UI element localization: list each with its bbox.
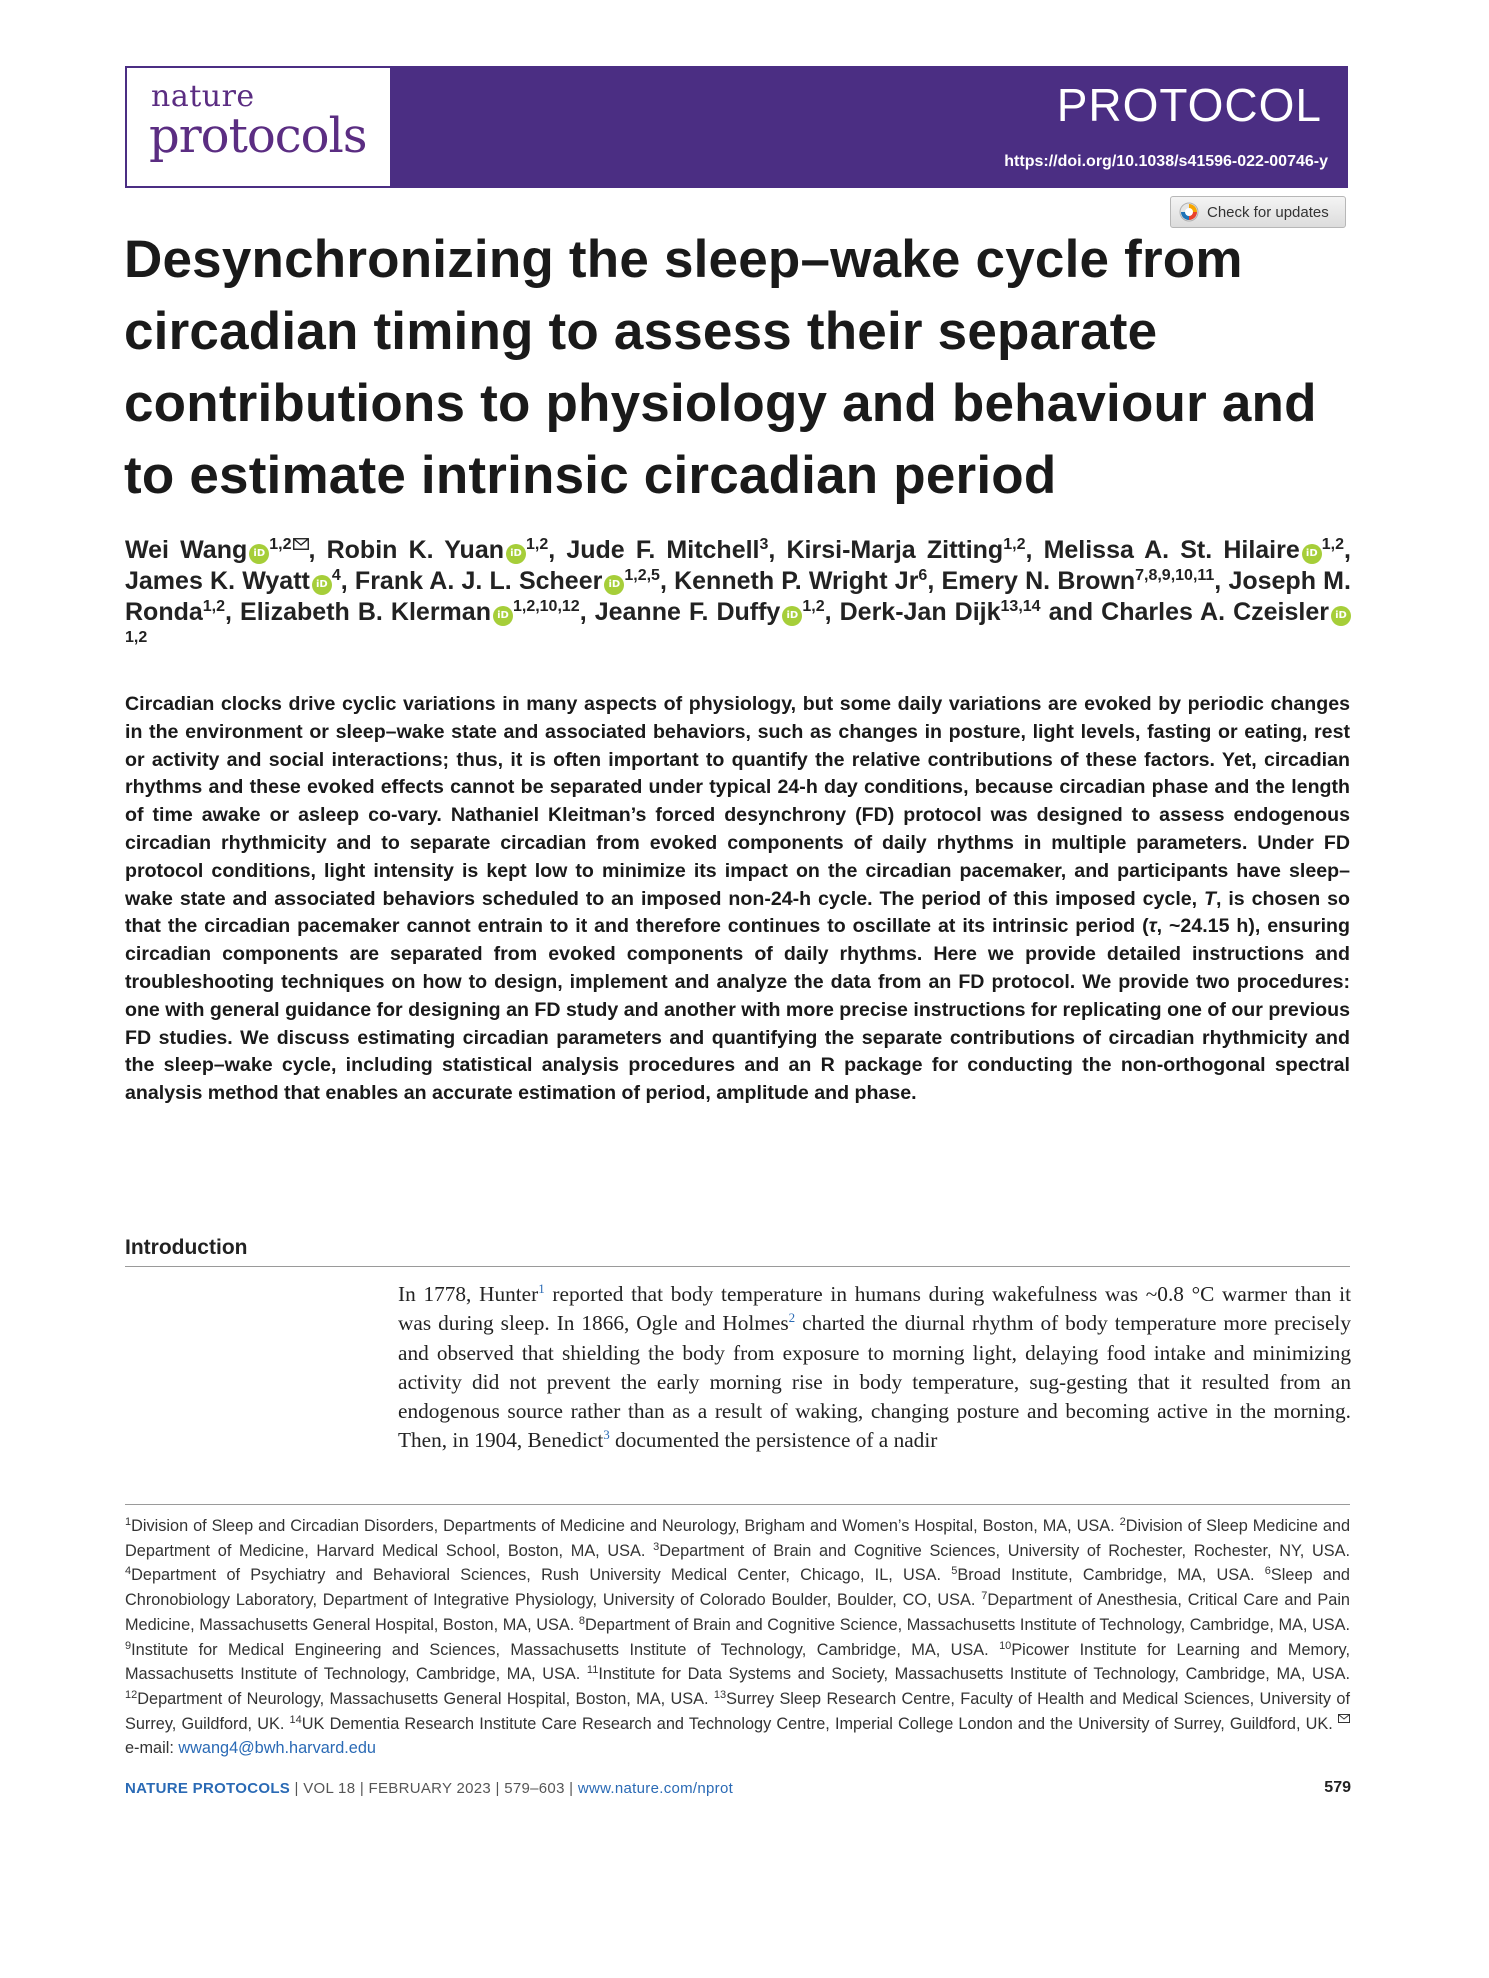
author-affiliation-marker: 1,2,10,12 [512, 598, 580, 615]
author-name[interactable]: Joseph M. Ronda [125, 567, 1351, 626]
affiliation-number: 1 [125, 1516, 132, 1528]
author-name[interactable]: Jude F. Mitchell [566, 536, 760, 564]
author-name[interactable]: James K. Wyatt [125, 567, 310, 595]
header-banner [392, 66, 1348, 188]
introduction-paragraph: In 1778, Hunter$^1$ reported that body temperature in humans during wakefulness was ~0.8 °C warmer than it was during sleep. In 1866, Ogle and Holmes$^2$ charted the diurnal rhythm of body temperature more precisely and observed that shielding the body from exposure to morning light, delaying food intake and minimizing activity did not prevent the early morning rise in body temperature, sug-gesting that it resulted from an endogenous source rather than as a result of waking, changing posture and becoming active in the morning. Then, in 1904, Benedict$^3$ documented the persistence of a nadir [398, 1281, 1351, 1453]
author-affiliation-marker: 6 [918, 567, 928, 584]
author-name[interactable]: Kenneth P. Wright Jr [674, 567, 919, 595]
affiliation-number: 7 [981, 1590, 988, 1603]
author-name[interactable]: Elizabeth B. Klerman [240, 598, 491, 626]
affiliation-number: 13 [713, 1688, 727, 1701]
footer-journal-link[interactable]: www.nature.com/nprot [577, 1780, 734, 1797]
symbol-T: T [1204, 887, 1216, 910]
affiliations-divider [125, 1504, 1350, 1505]
article-title: Desynchronizing the sleep–wake cycle from circadian timing to assess their separate contributions to physiology and behaviour and to estimate intrinsic circadian period [124, 230, 1317, 505]
author-name[interactable]: Wei Wang [125, 536, 248, 564]
affiliation-text: Department of Neurology, Massachusetts General Hospital, Boston, MA, USA. [137, 1689, 714, 1708]
check-updates-icon [1179, 202, 1199, 222]
author-affiliation-marker: 3 [759, 536, 769, 553]
orcid-icon[interactable]: iD [312, 575, 332, 595]
affiliation-number: 14 [289, 1713, 302, 1726]
affiliation-text: Department of Anesthesia, Critical Care and Pain Medicine, Massachusetts General Hospital, Boston, MA, USA. [125, 1591, 1350, 1634]
affiliation-text: UK Dementia Research Institute Care Research and Technology Centre, Imperial College London and the University of Surrey, Guildford, UK. [301, 1714, 1338, 1733]
page-footer: NATURE PROTOCOLS | VOL 18 | FEBRUARY 2023 | 579–603 | www.nature.com/nprot [125, 1780, 734, 1797]
affiliation-text: Institute for Data Systems and Society, Massachusetts Institute of Technology, Cambridge, MA, USA. [598, 1665, 1350, 1684]
author-affiliation-marker: 1,2 [1321, 536, 1345, 553]
orcid-icon[interactable]: iD [1331, 606, 1351, 626]
section-heading-introduction: Introduction [125, 1236, 248, 1259]
author-affiliation-marker: 1,2 [125, 629, 148, 646]
author-name[interactable]: Charles A. Czeisler [1101, 598, 1329, 626]
author-affiliation-marker: 13,14 [1000, 598, 1041, 615]
affiliation-text: Division of Sleep Medicine and Department of Medicine, Harvard Medical School, Boston, MA, USA. [125, 1517, 1351, 1560]
author-affiliation-marker: 4 [331, 567, 341, 584]
footer-journal-name: NATURE PROTOCOLS [125, 1780, 291, 1797]
affiliation-text: Department of Psychiatry and Behavioral Sciences, Rush University Medical Center, Chicago, IL, USA. [131, 1566, 952, 1585]
affiliation-text: Picower Institute for Learning and Memory, Massachusetts Institute of Technology, Cambridge, MA, USA. [125, 1640, 1350, 1684]
check-updates-label: Check for updates [1207, 203, 1329, 221]
author-affiliation-marker: 1,2 [1003, 536, 1026, 553]
page-number: 579 [1324, 1779, 1351, 1796]
author-list: Wei Wang iD$^{1,2}$ , Robin K. Yuan iD$^{1,2}$, Jude F. Mitchell$^3$, Kirsi-Marja Zitting$^{1,2}$, Melissa A. St. Hilaire iD$^{1,2}$, James K. Wyatt $iD^4$, Frank A. J. L. Scheer iD$^{1,2,5}$, Kenneth P. Wright Jr$^6$, Emery N. Brown$^{7,8,9,10,11}$, Joseph M. Ronda$^{1,2}$, Elizabeth B. Klerman iD$^{1,2,10,12}$, Jeanne F. Duffy iD$^{1,2}$, Derk-Jan Dijk$^{13,14}$ and Charles A. Czeisler iD$^{1,2}$ [125, 527, 1351, 659]
envelope-icon [1338, 1714, 1350, 1726]
affiliation-number: 5 [951, 1565, 958, 1578]
author-affiliation-marker: 1,2 [526, 536, 549, 553]
abstract: Circadian clocks drive cyclic variations in many aspects of physiology, but some daily variations are evoked by periodic changes in the environment or sleep–wake state and associated behaviors, such as changes in posture, light levels, fasting or eating, rest or activity and social interactions; thus, it is often important to quantify the relative contributions of these factors. Yet, circadian rhythms and these evoked effects cannot be separated under typical 24-h day conditions, because circadian phase and the length of time awake or asleep co-vary. Nathaniel Kleitman’s forced desynchrony (FD) protocol was designed to assess endogenous circadian rhythmicity and to separate circadian from evoked components of daily rhythms in multiple parameters. Under FD protocol conditions, light intensity is kept low to minimize its impact on the circadian pacemaker, and participants have sleep–wake state and associated behaviors scheduled to an imposed non-24-h cycle. The period of this imposed cycle, T, is chosen so that the circadian pacemaker cannot entrain to it and therefore continues to oscillate at its intrinsic period (τ, ~24.15 h), ensuring circadian components are separated from evoked components of daily rhythms. Here we provide detailed instructions and troubleshooting techniques on how to design, implement and analyze the data from an FD protocol. We provide two procedures: one with general guidance for designing an FD study and another with more precise instructions for replicating one of our previous FD studies. We discuss estimating circadian parameters and quantifying the separate contributions of circadian rhythmicity and the sleep–wake cycle, including statistical analysis procedures and an R package for conducting the non-orthogonal spectral analysis method that enables an accurate estimation of period, amplitude and phase. [125, 693, 1350, 1105]
affiliation-number: 9 [125, 1639, 132, 1652]
doi-link[interactable]: https://doi.org/10.1038/s41596-022-00746-y [1004, 153, 1328, 170]
symbol-tau: τ [1148, 915, 1157, 938]
envelope-icon[interactable] [293, 527, 309, 558]
orcid-icon[interactable]: iD [782, 606, 802, 626]
affiliation-number: 6 [1264, 1565, 1271, 1578]
author-affiliation-marker: 7,8,9,10,11 [1135, 567, 1215, 584]
affiliation-text: Surrey Sleep Research Centre, Faculty of Health and Medical Sciences, University of Surrey, Guildford, UK. [125, 1689, 1350, 1733]
logo-text-nature: nature [151, 79, 255, 114]
affiliations [125, 1514, 1350, 1761]
affiliation-number: 2 [1119, 1516, 1126, 1528]
orcid-icon[interactable]: iD [506, 544, 526, 564]
footer-pages: 579–603 [504, 1780, 565, 1797]
orcid-icon[interactable]: iD [493, 606, 513, 626]
author-affiliation-marker: 1,2 [202, 598, 226, 615]
author-affiliation-marker: 1,2 [802, 598, 825, 615]
affiliation-text: Division of Sleep and Circadian Disorders, Departments of Medicine and Neurology, Brigham and Women’s Hospital, Boston, MA, USA. [131, 1517, 1120, 1535]
affiliation-text: Broad Institute, Cambridge, MA, USA. [957, 1566, 1265, 1585]
email-label: e-mail: [125, 1739, 179, 1758]
affiliation-number: 11 [586, 1664, 599, 1677]
author-name[interactable]: Derk-Jan Dijk [839, 598, 1001, 626]
orcid-icon[interactable]: iD [604, 575, 624, 595]
affiliation-number: 8 [578, 1614, 586, 1627]
affiliation-text: Sleep and Chronobiology Laboratory, Department of Integrative Physiology, University of Colorado Boulder, Boulder, CO, USA. [125, 1566, 1350, 1610]
affiliation-number: 3 [653, 1540, 660, 1553]
author-affiliation-marker: 1,2,5 [624, 567, 660, 584]
author-affiliation-marker: 1,2 [269, 536, 292, 553]
author-name[interactable]: Melissa A. St. Hilaire [1043, 536, 1300, 564]
author-name[interactable]: Emery N. Brown [941, 567, 1136, 595]
citation-link[interactable]: 3 [603, 1427, 610, 1443]
affiliation-number: 12 [125, 1688, 138, 1701]
affiliation-text: Department of Brain and Cognitive Science, Massachusetts Institute of Technology, Cambridge, MA, USA. [585, 1615, 1351, 1634]
footer-volume: VOL 18 [303, 1780, 356, 1797]
affiliation-number: 10 [999, 1639, 1012, 1652]
citation-link[interactable]: 1 [538, 1281, 545, 1296]
orcid-icon[interactable]: iD [1302, 544, 1322, 564]
author-name[interactable]: Frank A. J. L. Scheer [354, 567, 603, 595]
section-divider [125, 1266, 1350, 1267]
affiliation-text: Institute for Medical Engineering and Sciences, Massachusetts Institute of Technology, Cambridge, MA, USA. [131, 1640, 1000, 1659]
corresponding-email-link[interactable]: wwang4@bwh.harvard.edu [178, 1739, 376, 1758]
article-type-label: PROTOCOL [1056, 79, 1322, 131]
author-name[interactable]: Jeanne F. Duffy [594, 598, 781, 626]
author-name[interactable]: Kirsi-Marja Zitting [786, 536, 1004, 564]
orcid-icon[interactable]: iD [249, 544, 269, 564]
author-name[interactable]: Robin K. Yuan [326, 536, 504, 564]
affiliation-number: 4 [125, 1565, 132, 1578]
citation-link[interactable]: 2 [788, 1310, 796, 1326]
logo-text-protocols: protocols [149, 108, 367, 164]
affiliation-text: Department of Brain and Cognitive Sciences, University of Rochester, Rochester, NY, USA. [659, 1541, 1350, 1560]
footer-date: FEBRUARY 2023 [368, 1780, 492, 1797]
journal-logo [125, 66, 392, 188]
